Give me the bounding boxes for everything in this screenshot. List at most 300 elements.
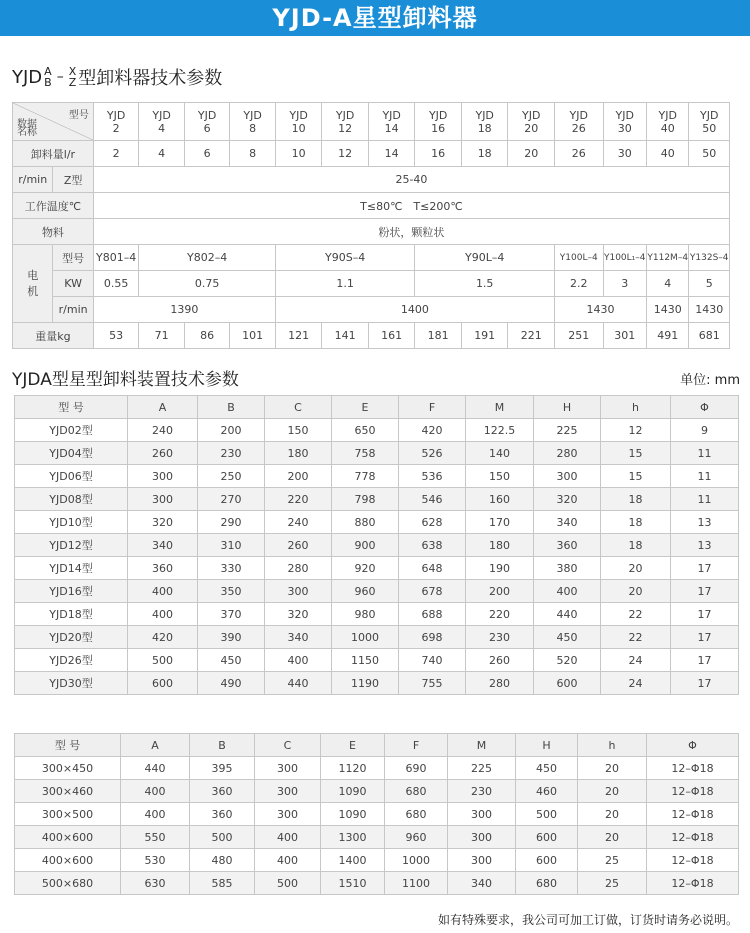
model-cell: YJD 12 bbox=[322, 103, 369, 141]
value-cell: 17 bbox=[671, 672, 739, 695]
model-cell: 500×680 bbox=[15, 872, 121, 895]
value-cell: 500 bbox=[516, 803, 578, 826]
frac-x: X bbox=[68, 65, 77, 78]
value-cell: 960 bbox=[385, 826, 448, 849]
value-cell: 300 bbox=[265, 580, 332, 603]
value-cell: 300 bbox=[255, 803, 321, 826]
value-cell: 16 bbox=[415, 141, 462, 167]
value-cell: 340 bbox=[534, 511, 601, 534]
value-cell: 12–Φ18 bbox=[647, 803, 739, 826]
value-cell: 12–Φ18 bbox=[647, 872, 739, 895]
column-header: A bbox=[128, 396, 198, 419]
value-cell: 1.1 bbox=[275, 271, 415, 297]
value-cell: 225 bbox=[534, 419, 601, 442]
column-header: H bbox=[516, 734, 578, 757]
value-cell: 161 bbox=[368, 323, 415, 349]
table-row bbox=[15, 780, 739, 803]
column-header: A bbox=[121, 734, 190, 757]
value-cell: Y100L–4 bbox=[554, 245, 603, 271]
value-cell: 170 bbox=[466, 511, 534, 534]
value-cell: 1430 bbox=[646, 297, 688, 323]
value-cell: 280 bbox=[265, 557, 332, 580]
corner-data: 数据 bbox=[17, 119, 37, 130]
model-cell: YJD 30 bbox=[603, 103, 646, 141]
model-cell: YJD 16 bbox=[415, 103, 462, 141]
column-header: F bbox=[399, 396, 466, 419]
column-header: h bbox=[578, 734, 647, 757]
value-cell: 340 bbox=[448, 872, 516, 895]
value-cell: 1000 bbox=[332, 626, 399, 649]
value-cell: 1.5 bbox=[415, 271, 555, 297]
column-header: M bbox=[466, 396, 534, 419]
value-cell: 310 bbox=[198, 534, 265, 557]
value-cell: 520 bbox=[534, 649, 601, 672]
value-cell: 230 bbox=[448, 780, 516, 803]
value-cell: 440 bbox=[534, 603, 601, 626]
value-cell: 380 bbox=[534, 557, 601, 580]
value-cell: 10 bbox=[275, 141, 322, 167]
value-cell: 1090 bbox=[321, 803, 385, 826]
table-row bbox=[15, 488, 739, 511]
value-cell: 400 bbox=[128, 580, 198, 603]
value-cell: 420 bbox=[128, 626, 198, 649]
value-cell: 4 bbox=[139, 141, 185, 167]
table-row bbox=[15, 826, 739, 849]
value-cell: 1090 bbox=[321, 780, 385, 803]
value-cell: 17 bbox=[671, 649, 739, 672]
column-header: E bbox=[321, 734, 385, 757]
column-header: h bbox=[601, 396, 671, 419]
value-cell: 400 bbox=[121, 780, 190, 803]
value-cell: 30 bbox=[603, 141, 646, 167]
device-dimensions-table bbox=[14, 395, 739, 695]
value-cell: 12–Φ18 bbox=[647, 757, 739, 780]
model-cell: YJD14型 bbox=[15, 557, 128, 580]
row-label: KW bbox=[53, 271, 93, 297]
column-header: H bbox=[534, 396, 601, 419]
value-cell: 200 bbox=[198, 419, 265, 442]
value-cell: 11 bbox=[671, 488, 739, 511]
page-banner: YJD-A星型卸料器 bbox=[0, 0, 750, 36]
value-cell: 0.55 bbox=[93, 271, 139, 297]
value-cell: 26 bbox=[554, 141, 603, 167]
value-cell: 690 bbox=[385, 757, 448, 780]
corner-model: 型号 bbox=[68, 110, 89, 121]
tech-params-table bbox=[12, 102, 730, 349]
value-cell: 681 bbox=[689, 323, 730, 349]
value-cell: 18 bbox=[601, 488, 671, 511]
value-cell: 400 bbox=[255, 826, 321, 849]
value-cell: Y801–4 bbox=[93, 245, 139, 271]
value-cell: 400 bbox=[128, 603, 198, 626]
model-cell: YJD04型 bbox=[15, 442, 128, 465]
value-cell: 350 bbox=[198, 580, 265, 603]
value-cell: 13 bbox=[671, 511, 739, 534]
size-dimensions-table bbox=[14, 733, 739, 895]
value-cell: 粉状，颗粒状 bbox=[93, 219, 729, 245]
section-title-device-params: YJDA型星型卸料装置技术参数 bbox=[12, 370, 239, 390]
value-cell: 11 bbox=[671, 442, 739, 465]
model-cell: YJD 40 bbox=[646, 103, 688, 141]
frac-z: Z bbox=[68, 76, 77, 89]
value-cell: 251 bbox=[554, 323, 603, 349]
value-cell: 400 bbox=[255, 849, 321, 872]
value-cell: 22 bbox=[601, 603, 671, 626]
model-cell: YJD 10 bbox=[275, 103, 322, 141]
column-header: Φ bbox=[647, 734, 739, 757]
value-cell: 585 bbox=[190, 872, 255, 895]
column-header: 型 号 bbox=[15, 396, 128, 419]
value-cell: 50 bbox=[689, 141, 730, 167]
value-cell: 270 bbox=[198, 488, 265, 511]
table-row bbox=[15, 626, 739, 649]
title-suffix: 型卸料器技术参数 bbox=[78, 68, 223, 89]
table-row bbox=[15, 649, 739, 672]
model-cell: YJD08型 bbox=[15, 488, 128, 511]
model-cell: YJD 2 bbox=[93, 103, 139, 141]
column-header: 型 号 bbox=[15, 734, 121, 757]
value-cell: 25 bbox=[578, 872, 647, 895]
value-cell: 370 bbox=[198, 603, 265, 626]
row-label: 工作温度℃ bbox=[13, 193, 94, 219]
value-cell: 14 bbox=[368, 141, 415, 167]
value-cell: 500 bbox=[190, 826, 255, 849]
value-cell: 600 bbox=[516, 849, 578, 872]
value-cell: 1510 bbox=[321, 872, 385, 895]
value-cell: Y132S–4 bbox=[689, 245, 730, 271]
value-cell: 536 bbox=[399, 465, 466, 488]
value-cell: 101 bbox=[230, 323, 276, 349]
table-header-row bbox=[15, 734, 739, 757]
value-cell: 630 bbox=[121, 872, 190, 895]
value-cell: 638 bbox=[399, 534, 466, 557]
value-cell: 86 bbox=[184, 323, 230, 349]
value-cell: 220 bbox=[466, 603, 534, 626]
value-cell: 20 bbox=[601, 580, 671, 603]
table-row bbox=[15, 803, 739, 826]
value-cell: 71 bbox=[139, 323, 185, 349]
title-dash: – bbox=[56, 69, 64, 85]
value-cell: 2 bbox=[93, 141, 139, 167]
model-cell: YJD06型 bbox=[15, 465, 128, 488]
value-cell: 280 bbox=[466, 672, 534, 695]
table-row bbox=[15, 603, 739, 626]
footer-note: 如有特殊要求，我公司可加工订做，订货时请务必说明。 bbox=[437, 913, 738, 927]
value-cell: 18 bbox=[601, 511, 671, 534]
row-label: 卸料量l/r bbox=[13, 141, 94, 167]
value-cell: 12–Φ18 bbox=[647, 780, 739, 803]
value-cell: 17 bbox=[671, 580, 739, 603]
column-header: B bbox=[190, 734, 255, 757]
value-cell: 24 bbox=[601, 649, 671, 672]
table-row bbox=[15, 757, 739, 780]
value-cell: 1190 bbox=[332, 672, 399, 695]
value-cell: 450 bbox=[198, 649, 265, 672]
table-row bbox=[15, 419, 739, 442]
row-label: r/min bbox=[53, 297, 93, 323]
value-cell: 180 bbox=[466, 534, 534, 557]
value-cell: 11 bbox=[671, 465, 739, 488]
value-cell: 648 bbox=[399, 557, 466, 580]
model-cell: YJD26型 bbox=[15, 649, 128, 672]
motor-label: 电 机 bbox=[13, 245, 53, 323]
value-cell: 1400 bbox=[321, 849, 385, 872]
value-cell: 1430 bbox=[554, 297, 646, 323]
value-cell: 530 bbox=[121, 849, 190, 872]
value-cell: 628 bbox=[399, 511, 466, 534]
column-header: E bbox=[332, 396, 399, 419]
value-cell: 1400 bbox=[275, 297, 554, 323]
value-cell: 17 bbox=[671, 603, 739, 626]
value-cell: 500 bbox=[128, 649, 198, 672]
model-cell: 300×500 bbox=[15, 803, 121, 826]
table-row bbox=[15, 849, 739, 872]
corner-cell bbox=[13, 103, 94, 141]
value-cell: 300 bbox=[448, 849, 516, 872]
table-row bbox=[13, 167, 730, 193]
value-cell: 526 bbox=[399, 442, 466, 465]
value-cell: 15 bbox=[601, 442, 671, 465]
value-cell: 220 bbox=[265, 488, 332, 511]
value-cell: Y112M–4 bbox=[646, 245, 688, 271]
value-cell: 600 bbox=[534, 672, 601, 695]
value-cell: 300 bbox=[448, 826, 516, 849]
value-cell: 240 bbox=[265, 511, 332, 534]
value-cell: 320 bbox=[265, 603, 332, 626]
value-cell: 798 bbox=[332, 488, 399, 511]
value-cell: 320 bbox=[534, 488, 601, 511]
value-cell: 980 bbox=[332, 603, 399, 626]
value-cell: 600 bbox=[516, 826, 578, 849]
corner-name: 名称 bbox=[17, 127, 37, 138]
value-cell: 400 bbox=[265, 649, 332, 672]
value-cell: 20 bbox=[578, 826, 647, 849]
column-header: M bbox=[448, 734, 516, 757]
value-cell: 25 bbox=[578, 849, 647, 872]
value-cell: 20 bbox=[578, 780, 647, 803]
table-row bbox=[13, 245, 730, 271]
value-cell: 2.2 bbox=[554, 271, 603, 297]
table-row bbox=[13, 297, 730, 323]
unit-label: 单位: mm bbox=[680, 373, 740, 388]
frac-a: A bbox=[44, 65, 52, 78]
table-header-row bbox=[15, 396, 739, 419]
value-cell: 546 bbox=[399, 488, 466, 511]
value-cell: 480 bbox=[190, 849, 255, 872]
value-cell: 160 bbox=[466, 488, 534, 511]
model-cell: YJD02型 bbox=[15, 419, 128, 442]
row-label: 重量kg bbox=[13, 323, 94, 349]
value-cell: 360 bbox=[534, 534, 601, 557]
table-row bbox=[15, 672, 739, 695]
value-cell: 260 bbox=[466, 649, 534, 672]
model-cell: 300×460 bbox=[15, 780, 121, 803]
table-row bbox=[13, 141, 730, 167]
value-cell: 440 bbox=[265, 672, 332, 695]
table-row bbox=[13, 271, 730, 297]
value-cell: 778 bbox=[332, 465, 399, 488]
value-cell: 24 bbox=[601, 672, 671, 695]
value-cell: 740 bbox=[399, 649, 466, 672]
value-cell: 20 bbox=[578, 803, 647, 826]
value-cell: 221 bbox=[508, 323, 555, 349]
model-cell: YJD 50 bbox=[689, 103, 730, 141]
row-label: 物料 bbox=[13, 219, 94, 245]
table-row bbox=[13, 103, 730, 141]
value-cell: 6 bbox=[184, 141, 230, 167]
table-row bbox=[15, 442, 739, 465]
value-cell: 491 bbox=[646, 323, 688, 349]
model-cell: YJD 8 bbox=[230, 103, 276, 141]
table-row bbox=[13, 219, 730, 245]
model-cell: YJD 4 bbox=[139, 103, 185, 141]
value-cell: 300 bbox=[448, 803, 516, 826]
model-cell: YJD20型 bbox=[15, 626, 128, 649]
value-cell: 360 bbox=[128, 557, 198, 580]
value-cell: 190 bbox=[466, 557, 534, 580]
value-cell: 230 bbox=[198, 442, 265, 465]
value-cell: 300 bbox=[128, 465, 198, 488]
value-cell: 688 bbox=[399, 603, 466, 626]
value-cell: 22 bbox=[601, 626, 671, 649]
value-cell: 17 bbox=[671, 626, 739, 649]
value-cell: 191 bbox=[461, 323, 508, 349]
value-cell: 15 bbox=[601, 465, 671, 488]
value-cell: 680 bbox=[385, 780, 448, 803]
value-cell: 53 bbox=[93, 323, 139, 349]
model-cell: YJD12型 bbox=[15, 534, 128, 557]
value-cell: 920 bbox=[332, 557, 399, 580]
value-cell: 290 bbox=[198, 511, 265, 534]
value-cell: 460 bbox=[516, 780, 578, 803]
value-cell: 240 bbox=[128, 419, 198, 442]
value-cell: 440 bbox=[121, 757, 190, 780]
column-header: C bbox=[265, 396, 332, 419]
value-cell: 4 bbox=[646, 271, 688, 297]
row-label: r/min bbox=[13, 167, 53, 193]
value-cell: 5 bbox=[689, 271, 730, 297]
model-cell: 300×450 bbox=[15, 757, 121, 780]
value-cell: 450 bbox=[516, 757, 578, 780]
value-cell: 20 bbox=[508, 141, 555, 167]
value-cell: 880 bbox=[332, 511, 399, 534]
value-cell: 678 bbox=[399, 580, 466, 603]
value-cell: 698 bbox=[399, 626, 466, 649]
value-cell: 230 bbox=[466, 626, 534, 649]
value-cell: 395 bbox=[190, 757, 255, 780]
column-header: F bbox=[385, 734, 448, 757]
value-cell: 12 bbox=[322, 141, 369, 167]
value-cell: 121 bbox=[275, 323, 322, 349]
value-cell: 1150 bbox=[332, 649, 399, 672]
model-cell: YJD 26 bbox=[554, 103, 603, 141]
table-row bbox=[15, 557, 739, 580]
value-cell: 8 bbox=[230, 141, 276, 167]
value-cell: 260 bbox=[128, 442, 198, 465]
value-cell: 680 bbox=[385, 803, 448, 826]
value-cell: 340 bbox=[128, 534, 198, 557]
value-cell: 250 bbox=[198, 465, 265, 488]
value-cell: 600 bbox=[128, 672, 198, 695]
table-row bbox=[15, 872, 739, 895]
value-cell: 122.5 bbox=[466, 419, 534, 442]
model-cell: 400×600 bbox=[15, 826, 121, 849]
model-fraction-ab bbox=[44, 66, 52, 88]
value-cell: 1100 bbox=[385, 872, 448, 895]
value-cell: 758 bbox=[332, 442, 399, 465]
value-cell: 300 bbox=[128, 488, 198, 511]
title-prefix: YJD bbox=[12, 66, 43, 88]
value-cell: 1430 bbox=[689, 297, 730, 323]
value-cell: 25-40 bbox=[93, 167, 729, 193]
value-cell: 1300 bbox=[321, 826, 385, 849]
value-cell: 20 bbox=[601, 557, 671, 580]
value-cell: 150 bbox=[265, 419, 332, 442]
value-cell: 0.75 bbox=[139, 271, 276, 297]
value-cell: 260 bbox=[265, 534, 332, 557]
model-cell: YJD 20 bbox=[508, 103, 555, 141]
value-cell: 960 bbox=[332, 580, 399, 603]
table-row bbox=[15, 580, 739, 603]
value-cell: 18 bbox=[461, 141, 508, 167]
value-cell: 420 bbox=[399, 419, 466, 442]
model-cell: YJD18型 bbox=[15, 603, 128, 626]
row-label: Z型 bbox=[53, 167, 93, 193]
value-cell: Y802–4 bbox=[139, 245, 276, 271]
value-cell: 200 bbox=[466, 580, 534, 603]
section-title-tech-params bbox=[12, 64, 222, 90]
value-cell: 12 bbox=[601, 419, 671, 442]
model-cell: 400×600 bbox=[15, 849, 121, 872]
value-cell: 301 bbox=[603, 323, 646, 349]
model-cell: YJD 18 bbox=[461, 103, 508, 141]
value-cell: Y100L₁–4 bbox=[603, 245, 646, 271]
value-cell: 180 bbox=[265, 442, 332, 465]
value-cell: 18 bbox=[601, 534, 671, 557]
model-cell: YJD30型 bbox=[15, 672, 128, 695]
value-cell: 450 bbox=[534, 626, 601, 649]
value-cell: 1000 bbox=[385, 849, 448, 872]
value-cell: 17 bbox=[671, 557, 739, 580]
value-cell: 300 bbox=[255, 780, 321, 803]
value-cell: 360 bbox=[190, 803, 255, 826]
column-header: B bbox=[198, 396, 265, 419]
model-cell: YJD16型 bbox=[15, 580, 128, 603]
value-cell: 200 bbox=[265, 465, 332, 488]
model-cell: YJD10型 bbox=[15, 511, 128, 534]
value-cell: 12–Φ18 bbox=[647, 849, 739, 872]
model-fraction-xz bbox=[69, 66, 77, 88]
column-header: C bbox=[255, 734, 321, 757]
value-cell: 12–Φ18 bbox=[647, 826, 739, 849]
value-cell: 900 bbox=[332, 534, 399, 557]
value-cell: 13 bbox=[671, 534, 739, 557]
value-cell: 300 bbox=[255, 757, 321, 780]
model-cell: YJD 14 bbox=[368, 103, 415, 141]
value-cell: Y90L–4 bbox=[415, 245, 555, 271]
value-cell: 225 bbox=[448, 757, 516, 780]
value-cell: Y90S–4 bbox=[275, 245, 415, 271]
value-cell: 40 bbox=[646, 141, 688, 167]
table-row bbox=[15, 534, 739, 557]
value-cell: 320 bbox=[128, 511, 198, 534]
value-cell: 3 bbox=[603, 271, 646, 297]
value-cell: 550 bbox=[121, 826, 190, 849]
value-cell: 280 bbox=[534, 442, 601, 465]
model-cell: YJD 6 bbox=[184, 103, 230, 141]
value-cell: 650 bbox=[332, 419, 399, 442]
value-cell: 340 bbox=[265, 626, 332, 649]
